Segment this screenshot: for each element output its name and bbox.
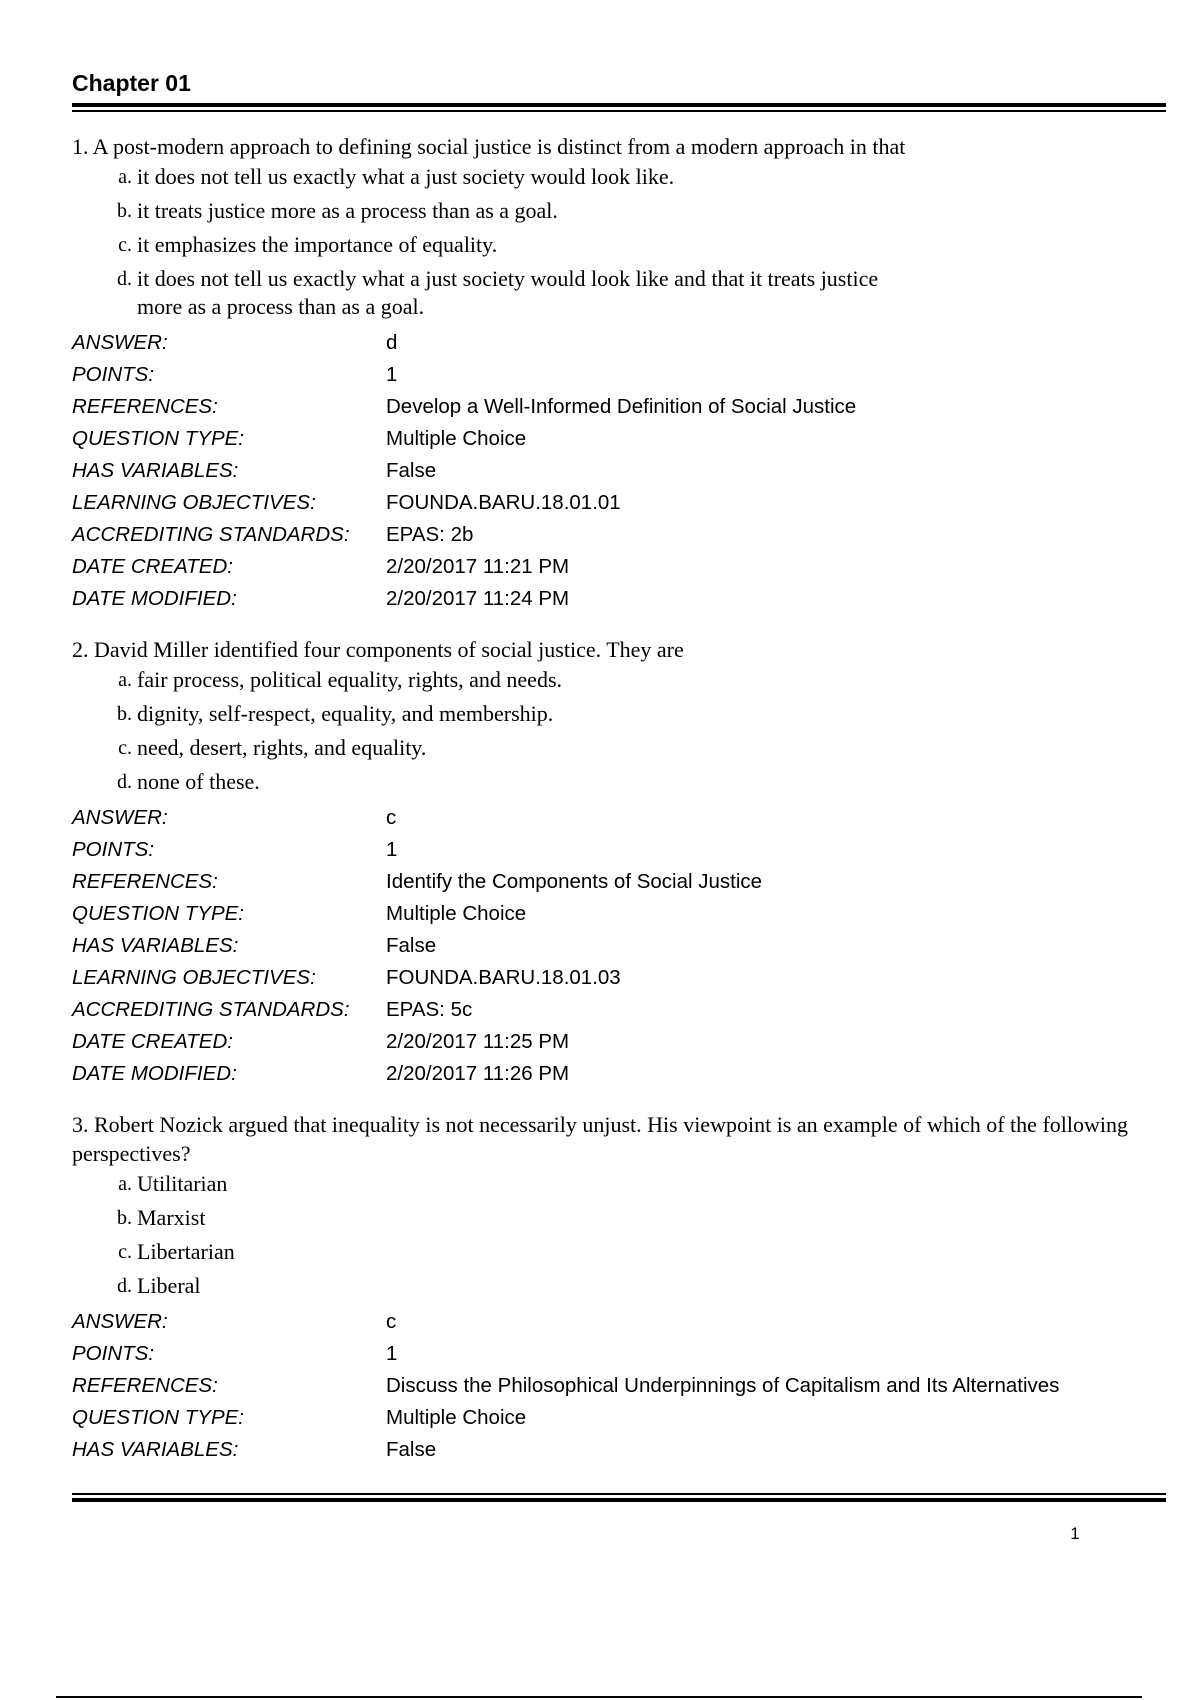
- points-label: POINTS:: [72, 1342, 155, 1365]
- references-label: REFERENCES:: [72, 395, 218, 418]
- question-type-value: Multiple Choice: [386, 902, 527, 925]
- has-variables-label: HAS VARIABLES:: [72, 1438, 239, 1461]
- question-type-value: Multiple Choice: [386, 1406, 527, 1429]
- question-metadata: [72, 327, 1166, 615]
- has-variables-value: False: [386, 1438, 437, 1461]
- accrediting-standards-row: [72, 519, 1166, 551]
- learning-objectives-label: LEARNING OBJECTIVES:: [72, 491, 316, 514]
- option-text: Utilitarian: [137, 1171, 228, 1196]
- option-letter: b.: [117, 703, 132, 725]
- option-b: [112, 197, 1166, 225]
- date-modified-label: DATE MODIFIED:: [72, 1062, 237, 1085]
- option-text: fair process, political equality, rights, and needs.: [137, 667, 563, 692]
- points-value: 1: [386, 838, 398, 861]
- date-modified-value: 2/20/2017 11:26 PM: [386, 1062, 570, 1085]
- answer-value: d: [386, 331, 398, 354]
- option-c: [112, 1238, 1166, 1266]
- option-text: Liberal: [137, 1273, 201, 1298]
- has-variables-value: False: [386, 934, 437, 957]
- accrediting-standards-row: [72, 994, 1166, 1026]
- question-type-value: Multiple Choice: [386, 427, 527, 450]
- accrediting-standards-value: EPAS: 5c: [386, 998, 473, 1021]
- bottom-divider: [56, 1696, 1142, 1698]
- learning-objectives-value: FOUNDA.BARU.18.01.01: [386, 491, 621, 514]
- points-value: 1: [386, 363, 398, 386]
- date-created-label: DATE CREATED:: [72, 555, 233, 578]
- header-rule-thick: [72, 103, 1166, 107]
- answer-label: ANSWER:: [72, 331, 168, 354]
- references-label: REFERENCES:: [72, 870, 218, 893]
- option-d: [112, 265, 1166, 321]
- footer-rules: [72, 1493, 1166, 1502]
- document-page: [72, 70, 1166, 1466]
- footer-rule-thin: [72, 1493, 1166, 1495]
- question-1: [72, 132, 1166, 615]
- option-text: Libertarian: [137, 1239, 235, 1264]
- date-created-row: [72, 1026, 1166, 1058]
- date-created-row: [72, 551, 1166, 583]
- points-value: 1: [386, 1342, 398, 1365]
- learning-objectives-value: FOUNDA.BARU.18.01.03: [386, 966, 621, 989]
- option-letter: a.: [118, 1173, 132, 1195]
- points-row: [72, 834, 1166, 866]
- question-3: [72, 1110, 1166, 1466]
- option-text: none of these.: [137, 769, 260, 794]
- learning-objectives-row: [72, 487, 1166, 519]
- option-text: it does not tell us exactly what a just society would look like.: [137, 164, 675, 189]
- answer-label: ANSWER:: [72, 806, 168, 829]
- page-number: 1: [1070, 1524, 1080, 1543]
- question-type-row: [72, 423, 1166, 455]
- option-text: it emphasizes the importance of equality.: [137, 232, 498, 257]
- question-metadata: [72, 1306, 1166, 1466]
- option-letter: a.: [118, 166, 132, 188]
- question-type-label: QUESTION TYPE:: [72, 902, 244, 925]
- question-stem: 2. David Miller identified four components of social justice. They are: [72, 637, 684, 662]
- question-type-label: QUESTION TYPE:: [72, 427, 244, 450]
- points-row: [72, 1338, 1166, 1370]
- has-variables-row: [72, 930, 1166, 962]
- option-letter: d.: [117, 771, 132, 793]
- question-type-row: [72, 898, 1166, 930]
- references-value: Identify the Components of Social Justice: [386, 870, 763, 893]
- references-label: REFERENCES:: [72, 1374, 218, 1397]
- chapter-title: Chapter 01: [72, 70, 191, 96]
- date-modified-label: DATE MODIFIED:: [72, 587, 237, 610]
- date-modified-row: [72, 583, 1166, 615]
- accrediting-standards-label: ACCREDITING STANDARDS:: [72, 998, 350, 1021]
- has-variables-value: False: [386, 459, 437, 482]
- question-type-row: [72, 1402, 1166, 1434]
- accrediting-standards-value: EPAS: 2b: [386, 523, 474, 546]
- references-row: [72, 391, 1166, 423]
- accrediting-standards-label: ACCREDITING STANDARDS:: [72, 523, 350, 546]
- option-b: [112, 1204, 1166, 1232]
- learning-objectives-row: [72, 962, 1166, 994]
- option-list: [112, 163, 1166, 321]
- option-a: [112, 666, 1166, 694]
- option-letter: b.: [117, 1207, 132, 1229]
- option-a: [112, 1170, 1166, 1198]
- option-text: Marxist: [137, 1205, 206, 1230]
- points-label: POINTS:: [72, 363, 155, 386]
- answer-row: [72, 1306, 1166, 1338]
- answer-label: ANSWER:: [72, 1310, 168, 1333]
- footer-rule-thick: [72, 1498, 1166, 1502]
- option-letter: c.: [118, 737, 132, 759]
- option-letter: c.: [118, 1241, 132, 1263]
- answer-row: [72, 327, 1166, 359]
- option-letter: d.: [117, 268, 132, 290]
- date-created-value: 2/20/2017 11:21 PM: [386, 555, 570, 578]
- learning-objectives-label: LEARNING OBJECTIVES:: [72, 966, 316, 989]
- question-stem: 3. Robert Nozick argued that inequality is not necessarily unjust. His viewpoint is an example of which of the following perspectives?: [72, 1112, 1128, 1166]
- answer-value: c: [386, 1310, 397, 1333]
- option-list: [112, 666, 1166, 796]
- option-letter: d.: [117, 1275, 132, 1297]
- option-d: [112, 768, 1166, 796]
- question-2: [72, 635, 1166, 1090]
- question-metadata: [72, 802, 1166, 1090]
- option-d: [112, 1272, 1166, 1300]
- has-variables-row: [72, 1434, 1166, 1466]
- references-value: Develop a Well-Informed Definition of Social Justice: [386, 395, 857, 418]
- date-created-label: DATE CREATED:: [72, 1030, 233, 1053]
- answer-value: c: [386, 806, 397, 829]
- date-modified-value: 2/20/2017 11:24 PM: [386, 587, 570, 610]
- header-rule-thin: [72, 110, 1166, 112]
- option-letter: b.: [117, 200, 132, 222]
- option-a: [112, 163, 1166, 191]
- has-variables-label: HAS VARIABLES:: [72, 934, 239, 957]
- has-variables-label: HAS VARIABLES:: [72, 459, 239, 482]
- option-letter: c.: [118, 234, 132, 256]
- references-value: Discuss the Philosophical Underpinnings of Capitalism and Its Alternatives: [386, 1374, 1060, 1397]
- question-type-label: QUESTION TYPE:: [72, 1406, 244, 1429]
- option-list: [112, 1170, 1166, 1300]
- option-letter: a.: [118, 669, 132, 691]
- option-c: [112, 231, 1166, 259]
- date-created-value: 2/20/2017 11:25 PM: [386, 1030, 570, 1053]
- answer-row: [72, 802, 1166, 834]
- option-text: it treats justice more as a process than as a goal.: [137, 198, 558, 223]
- references-row: [72, 1370, 1166, 1402]
- has-variables-row: [72, 455, 1166, 487]
- option-text: dignity, self-respect, equality, and membership.: [137, 701, 554, 726]
- option-text: it does not tell us exactly what a just society would look like and that it treats justice more as a process than as a goal.: [137, 266, 879, 319]
- question-stem: 1. A post-modern approach to defining social justice is distinct from a modern approach in that: [72, 134, 906, 159]
- references-row: [72, 866, 1166, 898]
- option-b: [112, 700, 1166, 728]
- date-modified-row: [72, 1058, 1166, 1090]
- points-row: [72, 359, 1166, 391]
- option-text: need, desert, rights, and equality.: [137, 735, 427, 760]
- points-label: POINTS:: [72, 838, 155, 861]
- option-c: [112, 734, 1166, 762]
